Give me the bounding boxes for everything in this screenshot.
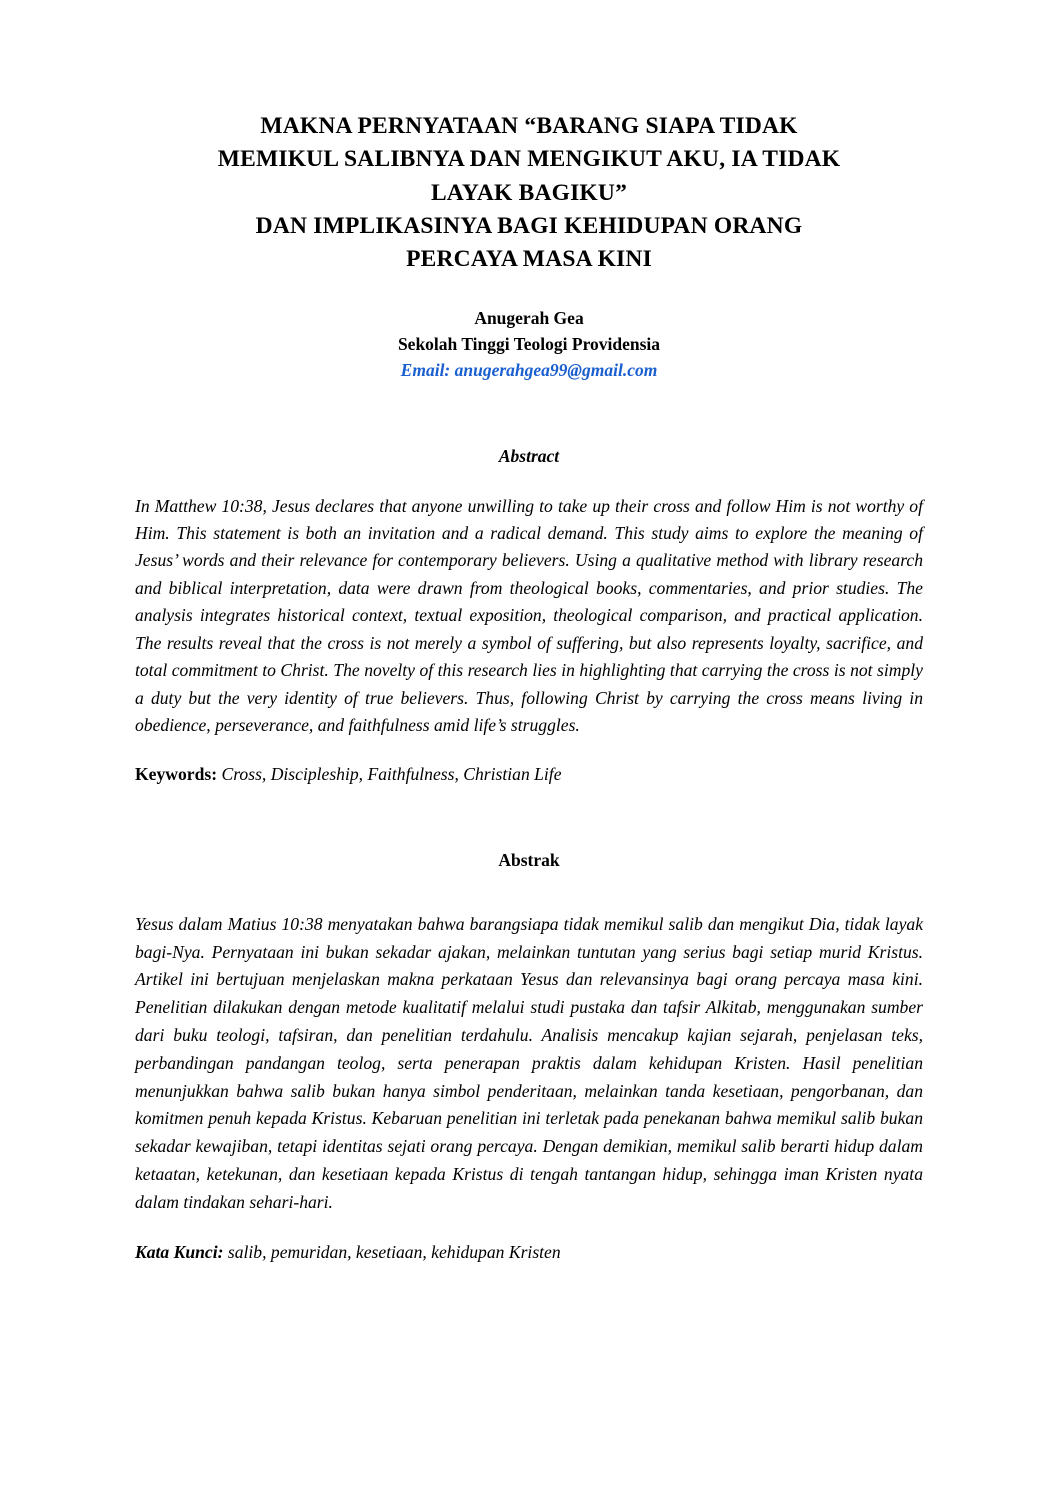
kata-kunci-line bbox=[135, 1239, 923, 1265]
author-name: Anugerah Gea bbox=[474, 307, 584, 328]
title-line-1: MAKNA PERNYATAAN “BARANG SIAPA TIDAK bbox=[260, 113, 798, 139]
abstrak-heading: Abstrak bbox=[498, 849, 560, 870]
abstract-text: In Matthew 10:38, Jesus declares that anyone unwilling to take up their cross and follow Him is not worthy of Him. This statement is both an invitation and a radical demand. This study aims to explore the meaning of Jesus’ words and their relevance for contemporary believers. Using a qualitative method with library research and biblical interpretation, data were drawn from theological books, commentaries, and prior studies. The analysis integrates historical context, textual exposition, theological comparison, and practical application. The results reveal that the cross is not merely a symbol of suffering, but also represents loyalty, sacrifice, and total commitment to Christ. The novelty of this research lies in highlighting that carrying the cross is not simply a duty but the very identity of true believers. Thus, following Christ by carrying the cross means living in obedience, perseverance, and faithfulness amid life’s struggles. bbox=[135, 495, 923, 736]
kata-kunci-label: Kata Kunci: bbox=[135, 1241, 224, 1262]
author-block bbox=[135, 305, 923, 384]
title-line-2: MEMIKUL SALIBNYA DAN MENGIKUT AKU, IA TIDAK bbox=[217, 146, 841, 173]
author-affiliation: Sekolah Tinggi Teologi Providensia bbox=[397, 334, 661, 355]
kata-kunci-text: salib, pemuridan, kesetiaan, kehidupan Kristen bbox=[223, 1241, 561, 1262]
keywords-text: Cross, Discipleship, Faithfulness, Christian Life bbox=[217, 764, 562, 785]
title-line-4: DAN IMPLIKASINYA BAGI KEHIDUPAN ORANG bbox=[255, 213, 803, 240]
keywords-line bbox=[135, 761, 923, 787]
abstract-heading: Abstract bbox=[498, 445, 560, 466]
title-line-5: PERCAYA MASA KINI bbox=[406, 246, 652, 273]
keywords-label: Keywords: bbox=[135, 764, 218, 785]
author-email-link[interactable]: Email: anugerahgea99@gmail.com bbox=[400, 360, 658, 381]
page-title bbox=[135, 110, 923, 277]
abstrak-text: Yesus dalam Matius 10:38 menyatakan bahwa barangsiapa tidak memikul salib dan mengikut Dia, tidak layak bagi-Nya. Pernyataan ini bukan sekadar ajakan, melainkan tuntutan yang serius bagi setiap murid Kristus. Artikel ini bertujuan menjelaskan makna perkataan Yesus dan relevansinya bagi orang percaya masa kini. Penelitian dilakukan dengan metode kualitatif melalui studi pustaka dan tafsir Alkitab, menggunakan sumber dari buku teologi, tafsiran, dan penelitian terdahulu. Analisis mencakup kajian sejarah, penjelasan teks, perbandingan pandangan teolog, serta penerapan praktis dalam kehidupan Kristen. Hasil penelitian menunjukkan bahwa salib bukan hanya simbol penderitaan, melainkan tanda kesetiaan, pengorbanan, dan komitmen penuh kepada Kristus. Kebaruan penelitian ini terletak pada penekanan bahwa memikul salib bukan sekadar kewajiban, tetapi identitas sejati orang percaya. Dengan demikian, memikul salib berarti hidup dalam ketaatan, ketekunan, dan kesetiaan kepada Kristus di tengah tantangan hidup, sehingga iman Kristen nyata dalam tindakan sehari-hari. bbox=[135, 913, 923, 1212]
title-line-3: LAYAK BAGIKU” bbox=[430, 179, 628, 206]
